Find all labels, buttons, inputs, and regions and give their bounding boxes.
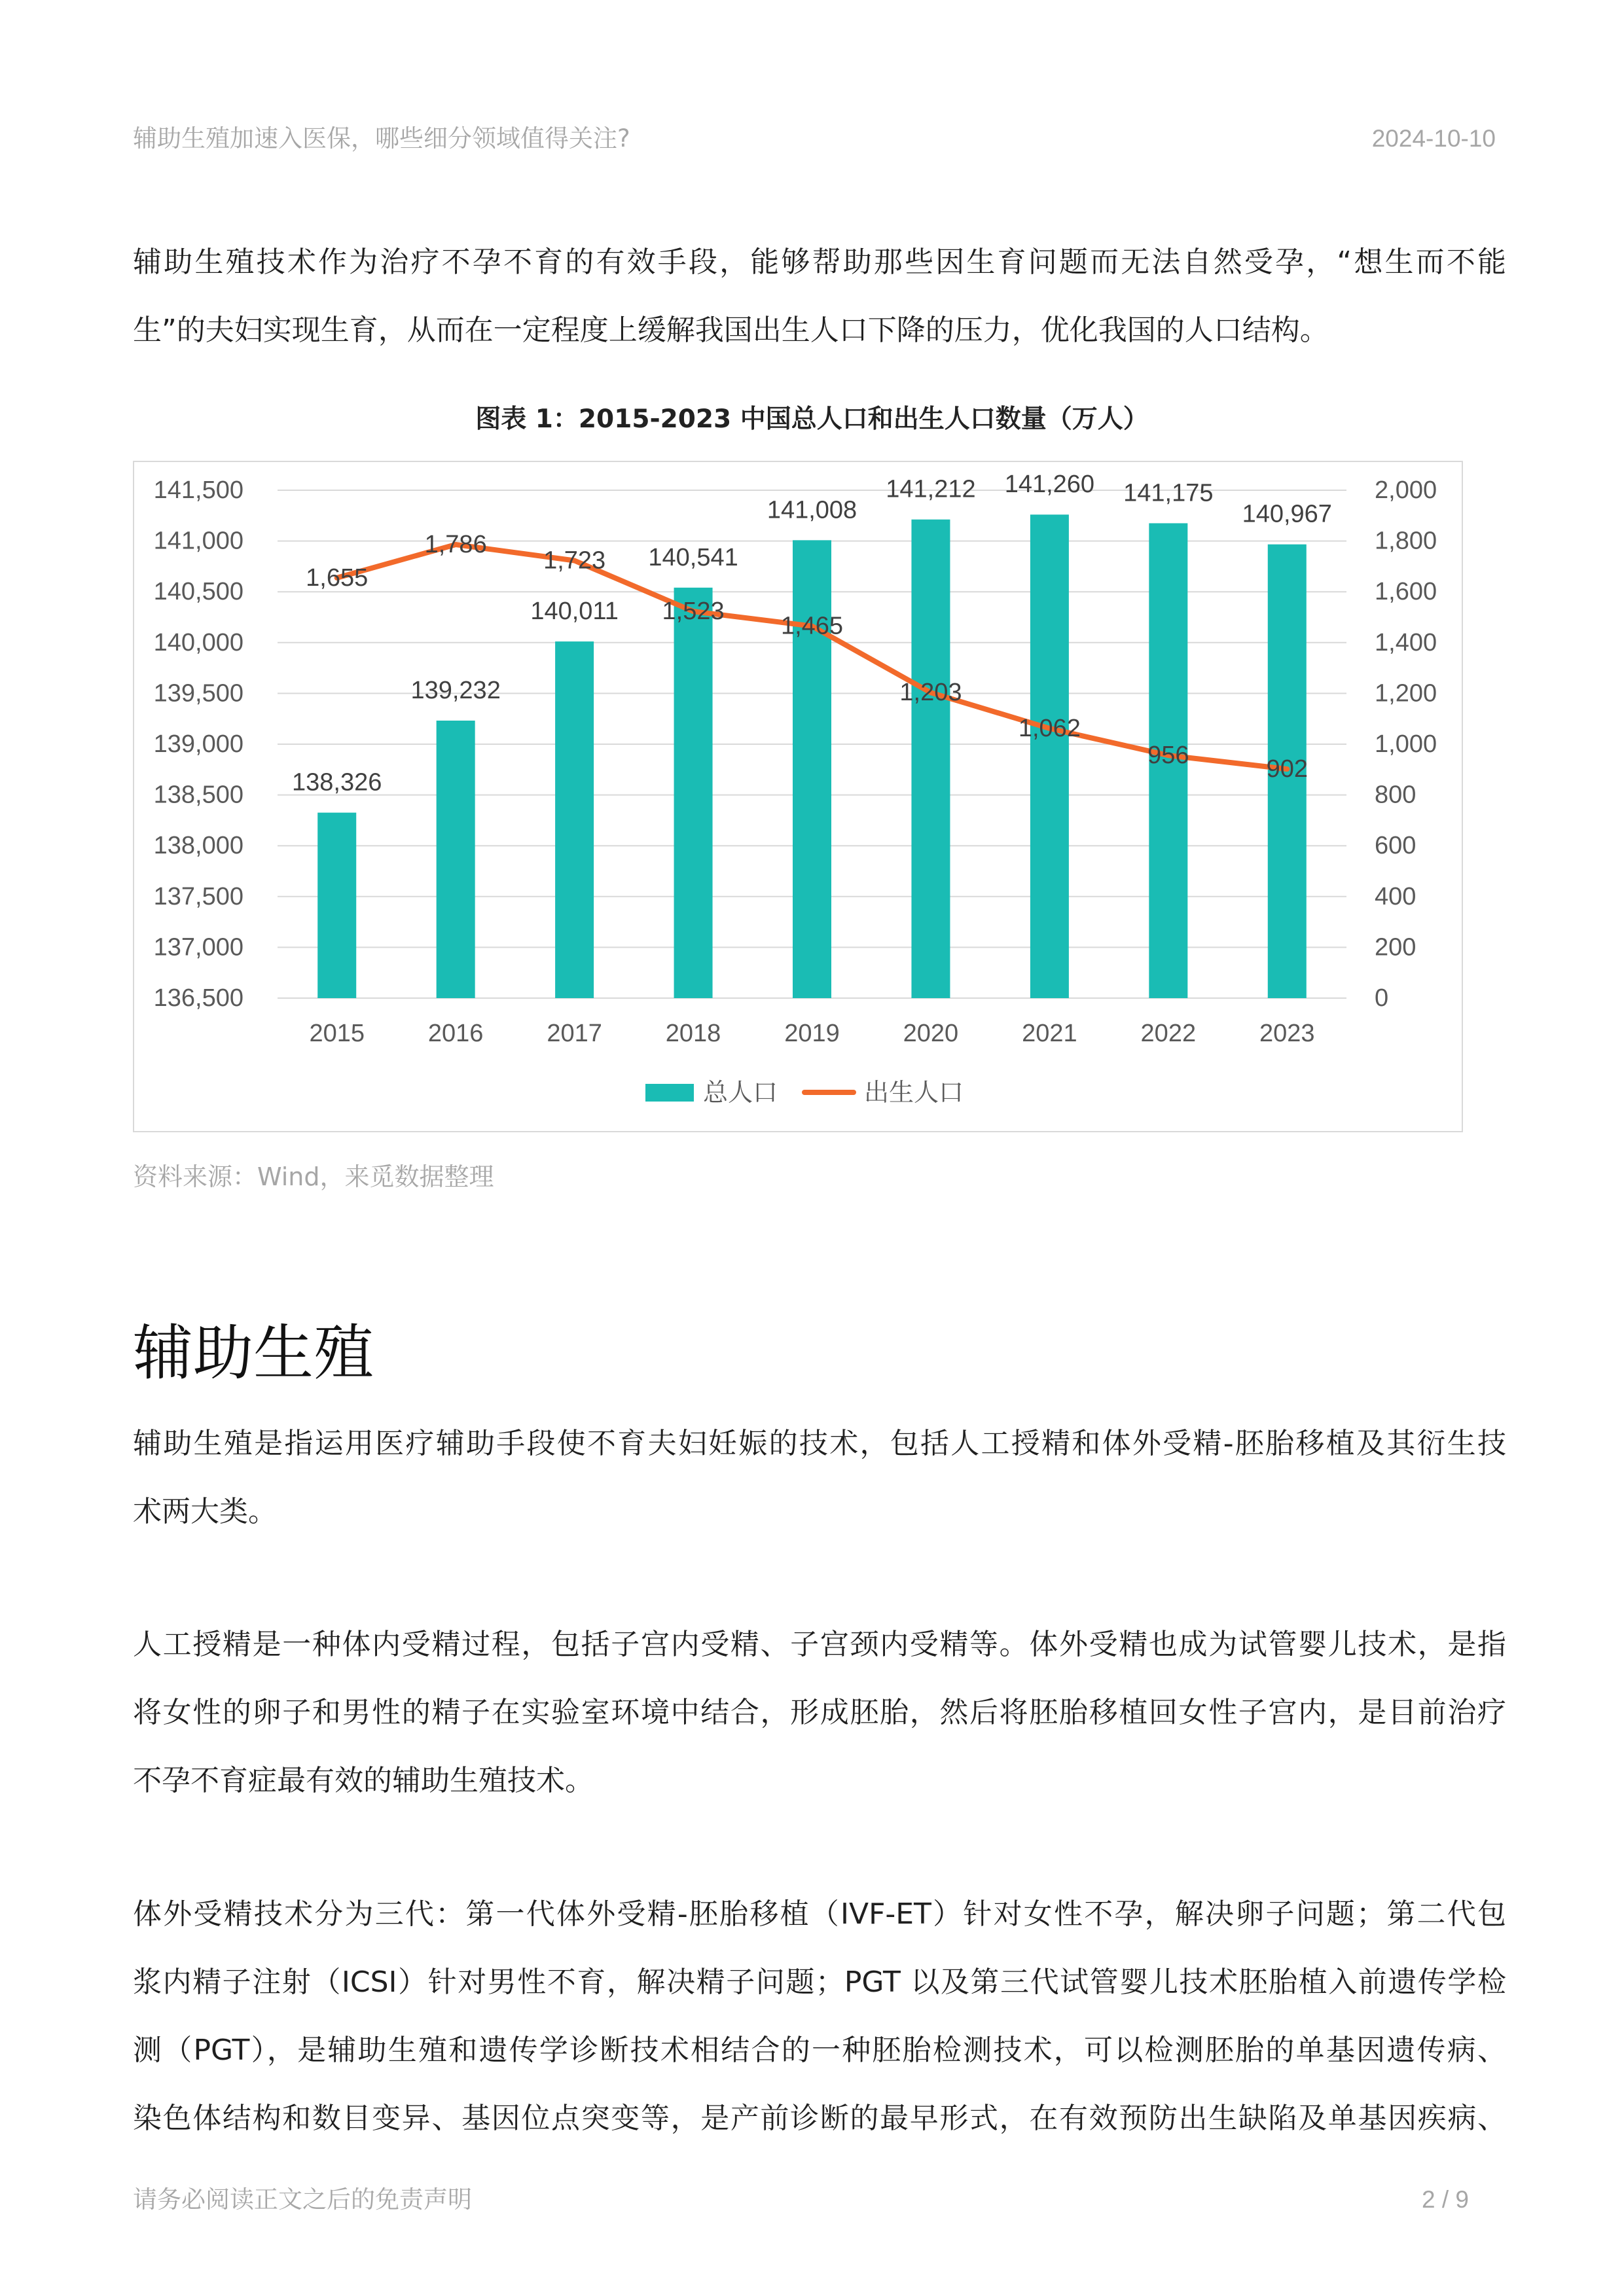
bar-value-label: 140,541 (648, 543, 738, 571)
text-line: 术两大类。 (133, 1495, 277, 1528)
bar-total-population-2021 (1030, 514, 1069, 998)
line-value-label: 1,062 (1018, 714, 1081, 742)
x-tick-label: 2018 (665, 1020, 721, 1047)
text-line: 生”的夫妇实现生育，从而在一定程度上缓解我国出生人口下降的压力，优化我国的人口结构。 (133, 314, 1329, 347)
figure-caption: 图表 1：2015-2023 中国总人口和出生人口数量（万人） (475, 404, 1149, 434)
bar-value-label: 141,212 (886, 475, 976, 503)
y-right-tick-label: 2,000 (1375, 476, 1437, 504)
y-right-tick-label: 1,400 (1375, 628, 1437, 656)
y-right-tick-label: 800 (1375, 781, 1416, 809)
y-left-tick-label: 141,500 (153, 476, 244, 504)
x-tick-label: 2020 (903, 1020, 959, 1047)
line-value-label: 902 (1266, 755, 1308, 783)
text-line: 辅助生殖是指运用医疗辅助手段使不育夫妇妊娠的技术，包括人工授精和体外受精-胚胎移植及其衍生技 (133, 1427, 1506, 1460)
bar-total-population-2017 (555, 641, 594, 998)
x-tick-label: 2017 (547, 1020, 602, 1047)
y-right-tick-label: 200 (1375, 933, 1416, 961)
text-line: 体外受精技术分为三代：第一代体外受精-胚胎移植（IVF-ET）针对女性不孕，解决卵子问题；第二代包 (133, 1897, 1506, 1931)
line-value-label: 1,465 (780, 612, 844, 640)
line-value-label: 1,655 (306, 564, 369, 592)
bar-total-population-2019 (793, 540, 831, 998)
y-right-tick-label: 1,200 (1375, 679, 1437, 708)
y-right-tick-label: 600 (1375, 832, 1416, 860)
x-tick-label: 2015 (309, 1020, 365, 1047)
text-line: 浆内精子注射（ICSI）针对男性不育，解决精子问题；PGT 以及第三代试管婴儿技术胚胎植入前遗传学检 (133, 1965, 1506, 1999)
bar-total-population-2016 (437, 721, 475, 998)
figure-source-note: 资料来源：Wind，来觅数据整理 (133, 1162, 494, 1191)
bar-value-label: 140,967 (1242, 500, 1332, 528)
y-left-tick-label: 136,500 (153, 984, 244, 1012)
y-right-tick-label: 400 (1375, 882, 1416, 910)
bar-value-label: 139,232 (410, 676, 501, 704)
section-paragraph (133, 1410, 1506, 1546)
footer-disclaimer: 请务必阅读正文之后的免责声明 (133, 2185, 472, 2214)
header-date: 2024-10-10 (1371, 125, 1496, 152)
text-line: 将女性的卵子和男性的精子在实验室环境中结合，形成胚胎，然后将胚胎移植回女性子宫内，是目前治疗 (133, 1696, 1506, 1729)
y-left-tick-label: 140,500 (153, 578, 244, 606)
y-left-tick-label: 138,000 (153, 832, 244, 860)
bar-value-label: 141,175 (1123, 479, 1214, 507)
y-left-tick-label: 141,000 (153, 527, 244, 555)
text-line: 染色体结构和数目变异、基因位点突变等，是产前诊断的最早形式，在有效预防出生缺陷及单基因疾病、 (133, 2102, 1506, 2135)
legend-label-total-population: 总人口 (703, 1078, 778, 1107)
text-line: 不孕不育症最有效的辅助生殖技术。 (133, 1764, 594, 1797)
chart-container (133, 461, 1463, 1132)
y-left-tick-label: 139,000 (153, 730, 244, 758)
bar-value-label: 140,011 (530, 598, 619, 626)
section-heading: 辅助生殖 (133, 1318, 374, 1388)
population-combo-chart (133, 461, 1463, 1132)
line-value-label: 1,203 (899, 679, 962, 707)
line-value-label: 956 (1147, 742, 1189, 770)
x-tick-label: 2023 (1259, 1020, 1315, 1047)
text-line: 辅助生殖技术作为治疗不孕不育的有效手段，能够帮助那些因生育问题而无法自然受孕，“想生而不能 (133, 245, 1506, 279)
x-tick-label: 2016 (427, 1020, 484, 1047)
bar-total-population-2015 (317, 813, 356, 998)
y-right-tick-label: 1,000 (1375, 730, 1437, 758)
y-left-tick-label: 137,000 (153, 933, 244, 961)
y-left-tick-label: 138,500 (153, 781, 244, 809)
header-title: 辅助生殖加速入医保，哪些细分领域值得关注? (133, 124, 630, 152)
y-left-tick-label: 140,000 (153, 628, 244, 656)
bar-value-label: 141,008 (767, 496, 857, 524)
x-tick-label: 2022 (1140, 1020, 1197, 1047)
section-paragraph (133, 1880, 1506, 2153)
text-line: 人工授精是一种体内受精过程，包括子宫内受精、子宫颈内受精等。体外受精也成为试管婴儿技术，是指 (133, 1628, 1506, 1661)
bar-total-population-2020 (911, 520, 950, 998)
y-right-tick-label: 1,600 (1375, 578, 1437, 606)
y-left-tick-label: 137,500 (153, 882, 244, 910)
x-tick-label: 2019 (784, 1020, 840, 1047)
section-paragraph (133, 1611, 1506, 1815)
bar-total-population-2018 (674, 588, 713, 998)
legend-label-birth-population: 出生人口 (864, 1078, 964, 1107)
line-value-label: 1,723 (543, 547, 606, 575)
legend-swatch-birth-population (802, 1090, 856, 1095)
intro-paragraph (133, 228, 1506, 365)
line-value-label: 1,523 (662, 598, 725, 626)
legend-swatch-total-population (645, 1084, 694, 1102)
text-line: 测（PGT），是辅助生殖和遗传学诊断技术相结合的一种胚胎检测技术，可以检测胚胎的单基因遗传病、 (133, 2034, 1506, 2067)
page-number: 2 / 9 (1422, 2186, 1469, 2213)
bar-value-label: 138,326 (292, 768, 382, 797)
y-right-tick-label: 1,800 (1375, 527, 1437, 555)
bar-value-label: 141,260 (1004, 471, 1095, 499)
y-left-tick-label: 139,500 (153, 679, 244, 708)
x-tick-label: 2021 (1022, 1020, 1077, 1047)
line-value-label: 1,786 (424, 531, 487, 559)
y-right-tick-label: 0 (1375, 984, 1389, 1012)
